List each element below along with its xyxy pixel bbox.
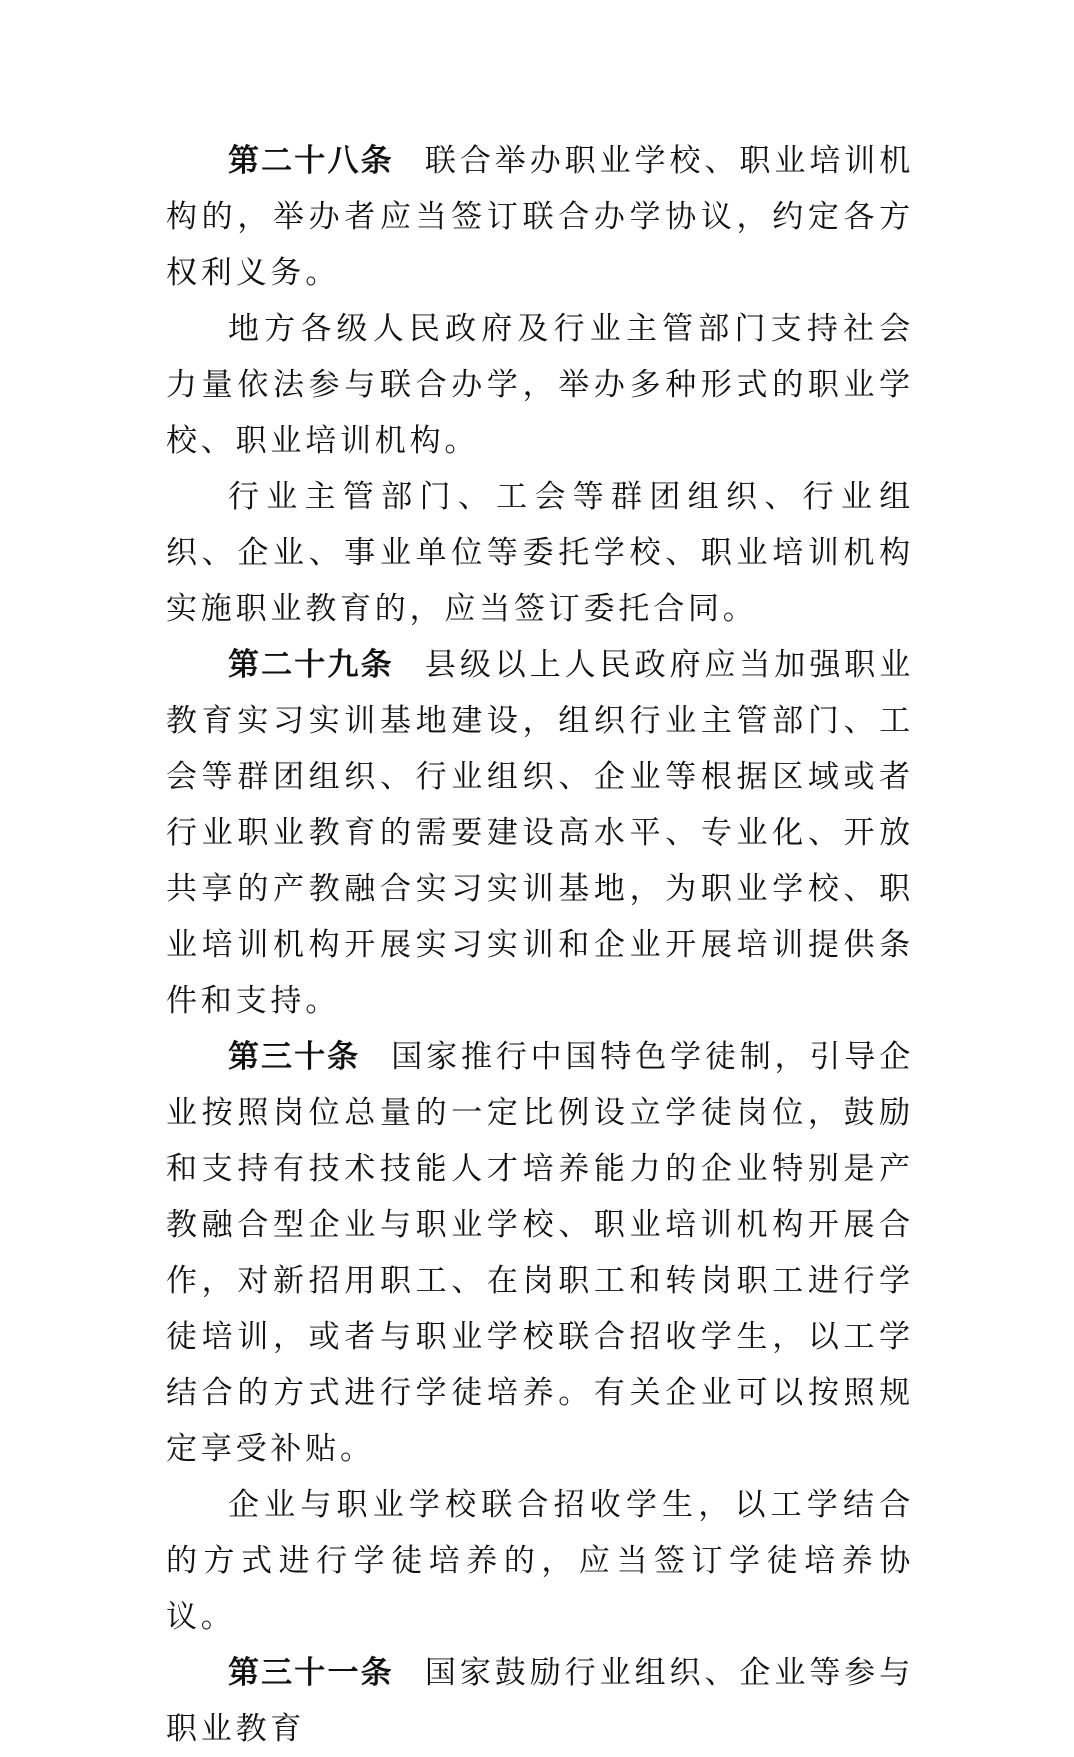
article-29-paragraph-1	[166, 637, 914, 1029]
article-30-text-2: 企业与职业学校联合招收学生，以工学结合的方式进行学徒培养的，应当签订学徒培养协议。	[166, 1487, 914, 1635]
article-30-text-1: 国家推行中国特色学徒制，引导企业按照岗位总量的一定比例设立学徒岗位，鼓励和支持有技术技能人才培养能力的企业特别是产教融合型企业与职业学校、职业培训机构开展合作，对新招用职工、在岗职工和转岗职工进行学徒培训，或者与职业学校联合招收学生，以工学结合的方式进行学徒培养。有关企业可以按照规定享受补贴。	[166, 1039, 915, 1467]
article-30-heading: 第三十条	[228, 1039, 361, 1075]
article-28-text-1: 联合举办职业学校、职业培训机构的，举办者应当签订联合办学协议，约定各方权利义务。	[166, 143, 915, 291]
article-28-heading: 第二十八条	[228, 143, 394, 179]
article-28-text-2: 地方各级人民政府及行业主管部门支持社会力量依法参与联合办学，举办多种形式的职业学校、职业培训机构。	[166, 311, 914, 459]
article-29-text-1: 县级以上人民政府应当加强职业教育实习实训基地建设，组织行业主管部门、工会等群团组织、行业组织、企业等根据区域或者行业职业教育的需要建设高水平、专业化、开放共享的产教融合实习实训基地，为职业学校、职业培训机构开展实习实训和企业开展培训提供条件和支持。	[166, 647, 915, 1019]
article-31-paragraph-1	[166, 1645, 914, 1757]
article-29-heading: 第二十九条	[228, 647, 394, 683]
article-28-paragraph-1	[166, 133, 914, 301]
article-30-paragraph-2	[166, 1477, 914, 1645]
article-28-text-3: 行业主管部门、工会等群团组织、行业组织、企业、事业单位等委托学校、职业培训机构实施职业教育的，应当签订委托合同。	[166, 479, 914, 627]
article-31-heading: 第三十一条	[228, 1655, 394, 1691]
article-30-paragraph-1	[166, 1029, 914, 1477]
article-28-paragraph-2	[166, 301, 914, 469]
article-31-text-1: 国家鼓励行业组织、企业等参与职业教育	[166, 1655, 915, 1747]
document-page	[166, 133, 914, 1757]
article-28-paragraph-3	[166, 469, 914, 637]
